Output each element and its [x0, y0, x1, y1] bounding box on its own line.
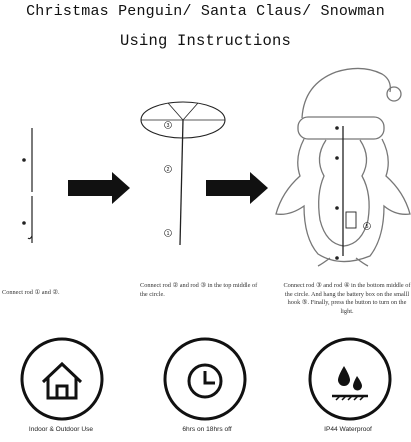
- feature-label-timer: 6hrs on 18hrs off: [182, 426, 232, 433]
- feature-label-waterproof: IP44 Waterproof: [324, 426, 372, 433]
- feature-waterproof: [310, 339, 390, 419]
- label-5-text: 5: [365, 224, 369, 230]
- step2-caption: Connect rod ② and rod ③ in the top middle of the circle.: [140, 282, 258, 298]
- arrow-right-icon: [68, 172, 130, 204]
- penguin-belly: [319, 140, 369, 246]
- page-title: Christmas Penguin/ Santa Claus/ Snowman: [26, 3, 385, 20]
- water-drops-icon: [338, 366, 350, 386]
- label-dot-b: [335, 206, 339, 210]
- clock-hands: [205, 371, 215, 383]
- label-3-text: 3: [166, 123, 170, 129]
- step1-rods: [28, 128, 32, 243]
- step1-caption: Connect rod ① and ②.: [2, 289, 60, 296]
- feature-label-indoor: Indoor & Outdoor Use: [28, 426, 94, 433]
- battery-box: [346, 212, 356, 228]
- label-dot-c: [335, 256, 339, 260]
- label-dot-2: [22, 221, 26, 225]
- hat-pompom: [387, 87, 401, 101]
- rod-assembled: [180, 120, 183, 245]
- step3-caption: Connect rod ③ and rod ④ in the bottom middle of the circle. And hang the battery box on the smalll hook ⑤. Finally, press the button to turn on the light.: [283, 282, 411, 315]
- feature-timer: [165, 339, 245, 419]
- label-dot-a: [335, 156, 339, 160]
- label-1-text: 1: [166, 231, 170, 237]
- spoke-tr: [183, 103, 198, 120]
- house-icon: [43, 364, 81, 398]
- icon-ring: [310, 339, 390, 419]
- label-dot-3: [335, 126, 339, 130]
- feature-indoor-outdoor: [22, 339, 102, 419]
- spoke-tl: [168, 103, 183, 120]
- icon-ring: [22, 339, 102, 419]
- santa-hat: [302, 68, 390, 118]
- step2-assembly: [141, 102, 225, 245]
- water-drop-small-icon: [353, 376, 362, 391]
- page-subtitle: Using Instructions: [119, 32, 292, 50]
- label-2-text: 2: [166, 167, 170, 173]
- hat-brim: [298, 117, 384, 139]
- arrow-right-icon: [206, 172, 268, 204]
- label-dot-1: [22, 158, 26, 162]
